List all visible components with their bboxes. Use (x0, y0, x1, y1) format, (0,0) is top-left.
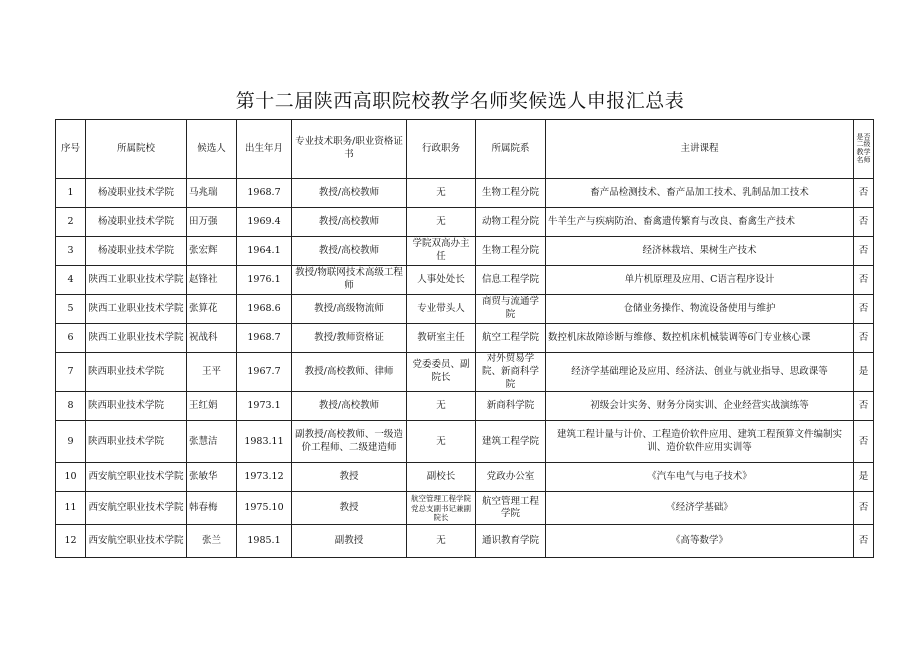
header-course: 主讲课程 (546, 120, 854, 179)
cell-title: 教授/高校教师 (292, 237, 407, 266)
cell-course: 牛羊生产与疾病防治、畜禽遗传繁育与改良、畜禽生产技术 (546, 208, 854, 237)
header-birth: 出生年月 (237, 120, 292, 179)
cell-school: 陕西工业职业技术学院 (86, 295, 187, 324)
candidate-table (55, 119, 874, 558)
cell-birth: 1973.12 (237, 463, 292, 492)
cell-birth: 1968.7 (237, 179, 292, 208)
cell-name: 张敏华 (187, 463, 237, 492)
cell-admin: 无 (407, 525, 476, 558)
cell-title: 教授/高级物流师 (292, 295, 407, 324)
table-header-row (56, 120, 874, 179)
cell-title: 教授 (292, 463, 407, 492)
cell-birth: 1985.1 (237, 525, 292, 558)
cell-dept: 生物工程分院 (476, 179, 546, 208)
cell-school: 西安航空职业技术学院 (86, 492, 187, 525)
cell-title: 副教授 (292, 525, 407, 558)
cell-name: 田万强 (187, 208, 237, 237)
table-row (56, 179, 874, 208)
cell-flag: 否 (854, 295, 874, 324)
cell-title: 教授/高校教师 (292, 392, 407, 421)
cell-admin: 无 (407, 421, 476, 463)
cell-course: 经济林栽培、果树生产技术 (546, 237, 854, 266)
cell-course: 仓储业务操作、物流设备使用与维护 (546, 295, 854, 324)
cell-flag: 否 (854, 208, 874, 237)
cell-title: 教授/高校教师 (292, 208, 407, 237)
cell-no: 4 (56, 266, 86, 295)
table-row (56, 392, 874, 421)
cell-no: 7 (56, 353, 86, 392)
cell-flag: 否 (854, 179, 874, 208)
cell-course: 数控机床故障诊断与维修、数控机床机械装调等6门专业核心课 (546, 324, 854, 353)
table-row (56, 421, 874, 463)
table-row (56, 208, 874, 237)
cell-birth: 1968.6 (237, 295, 292, 324)
table-row (56, 266, 874, 295)
cell-dept: 对外贸易学院、新商科学院 (476, 353, 546, 392)
header-dept: 所属院系 (476, 120, 546, 179)
cell-dept: 航空管理工程学院 (476, 492, 546, 525)
cell-name: 韩春梅 (187, 492, 237, 525)
cell-flag: 否 (854, 237, 874, 266)
cell-school: 陕西工业职业技术学院 (86, 324, 187, 353)
cell-dept: 信息工程学院 (476, 266, 546, 295)
cell-school: 杨凌职业技术学院 (86, 208, 187, 237)
cell-course: 初级会计实务、财务分岗实训、企业经营实战演练等 (546, 392, 854, 421)
cell-birth: 1975.10 (237, 492, 292, 525)
cell-flag: 是 (854, 463, 874, 492)
cell-name: 张兰 (187, 525, 237, 558)
cell-course: 《高等数学》 (546, 525, 854, 558)
cell-course: 经济学基础理论及应用、经济法、创业与就业指导、思政课等 (546, 353, 854, 392)
table-row (56, 324, 874, 353)
cell-course: 《汽车电气与电子技术》 (546, 463, 854, 492)
cell-birth: 1976.1 (237, 266, 292, 295)
cell-title: 教授/物联网技术高级工程师 (292, 266, 407, 295)
cell-course: 单片机原理及应用、C语言程序设计 (546, 266, 854, 295)
cell-admin: 党委委员、副院长 (407, 353, 476, 392)
cell-admin: 无 (407, 392, 476, 421)
header-school: 所属院校 (86, 120, 187, 179)
table-row (56, 492, 874, 525)
cell-name: 王平 (187, 353, 237, 392)
cell-flag: 否 (854, 324, 874, 353)
header-candidate: 候选人 (187, 120, 237, 179)
cell-school: 西安航空职业技术学院 (86, 463, 187, 492)
cell-birth: 1969.4 (237, 208, 292, 237)
cell-course: 畜产品检测技术、畜产品加工技术、乳制品加工技术 (546, 179, 854, 208)
cell-name: 张慧洁 (187, 421, 237, 463)
header-admin: 行政职务 (407, 120, 476, 179)
cell-flag: 否 (854, 525, 874, 558)
cell-no: 3 (56, 237, 86, 266)
header-flag: 是否二级教学名师 (854, 120, 874, 179)
cell-school: 西安航空职业技术学院 (86, 525, 187, 558)
cell-name: 赵锋社 (187, 266, 237, 295)
cell-admin: 人事处处长 (407, 266, 476, 295)
table-row (56, 525, 874, 558)
header-title: 专业技术职务/职业资格证书 (292, 120, 407, 179)
cell-no: 6 (56, 324, 86, 353)
cell-admin: 无 (407, 208, 476, 237)
cell-school: 杨凌职业技术学院 (86, 179, 187, 208)
cell-school: 陕西工业职业技术学院 (86, 266, 187, 295)
cell-title: 教授/教师资格证 (292, 324, 407, 353)
cell-flag: 否 (854, 392, 874, 421)
cell-title: 副教授/高校教师、一级造价工程师、二级建造师 (292, 421, 407, 463)
cell-name: 祝战科 (187, 324, 237, 353)
cell-dept: 动物工程分院 (476, 208, 546, 237)
cell-course: 《经济学基础》 (546, 492, 854, 525)
cell-admin: 教研室主任 (407, 324, 476, 353)
cell-no: 1 (56, 179, 86, 208)
cell-school: 陕西职业技术学院 (86, 392, 187, 421)
cell-admin: 学院双高办主任 (407, 237, 476, 266)
cell-title: 教授/高校教师 (292, 179, 407, 208)
cell-dept: 生物工程分院 (476, 237, 546, 266)
cell-title: 教授 (292, 492, 407, 525)
cell-birth: 1964.1 (237, 237, 292, 266)
cell-flag: 否 (854, 266, 874, 295)
cell-no: 10 (56, 463, 86, 492)
cell-flag: 否 (854, 492, 874, 525)
cell-dept: 党政办公室 (476, 463, 546, 492)
cell-school: 陕西职业技术学院 (86, 353, 187, 392)
cell-birth: 1973.1 (237, 392, 292, 421)
table-row (56, 295, 874, 324)
cell-dept: 航空工程学院 (476, 324, 546, 353)
cell-dept: 通识教育学院 (476, 525, 546, 558)
cell-admin: 无 (407, 179, 476, 208)
cell-school: 杨凌职业技术学院 (86, 237, 187, 266)
cell-no: 11 (56, 492, 86, 525)
cell-name: 张宏辉 (187, 237, 237, 266)
cell-no: 9 (56, 421, 86, 463)
cell-course: 建筑工程计量与计价、工程造价软件应用、建筑工程预算文件编制实训、造价软件应用实训等 (546, 421, 854, 463)
cell-admin: 副校长 (407, 463, 476, 492)
cell-birth: 1983.11 (237, 421, 292, 463)
cell-name: 张算花 (187, 295, 237, 324)
header-no: 序号 (56, 120, 86, 179)
table-row (56, 463, 874, 492)
cell-no: 5 (56, 295, 86, 324)
cell-dept: 新商科学院 (476, 392, 546, 421)
cell-flag: 否 (854, 421, 874, 463)
cell-birth: 1968.7 (237, 324, 292, 353)
cell-birth: 1967.7 (237, 353, 292, 392)
cell-no: 8 (56, 392, 86, 421)
cell-admin: 专业带头人 (407, 295, 476, 324)
cell-title: 教授/高校教师、律师 (292, 353, 407, 392)
cell-dept: 商贸与流通学院 (476, 295, 546, 324)
table-row (56, 353, 874, 392)
cell-no: 2 (56, 208, 86, 237)
page-title: 第十二届陕西高职院校教学名师奖候选人申报汇总表 (235, 90, 685, 112)
table-row (56, 237, 874, 266)
cell-name: 马兆瑞 (187, 179, 237, 208)
cell-admin: 航空管理工程学院党总支副书记兼副院长 (407, 492, 476, 525)
cell-no: 12 (56, 525, 86, 558)
cell-name: 王红娟 (187, 392, 237, 421)
cell-school: 陕西职业技术学院 (86, 421, 187, 463)
cell-dept: 建筑工程学院 (476, 421, 546, 463)
cell-flag: 是 (854, 353, 874, 392)
